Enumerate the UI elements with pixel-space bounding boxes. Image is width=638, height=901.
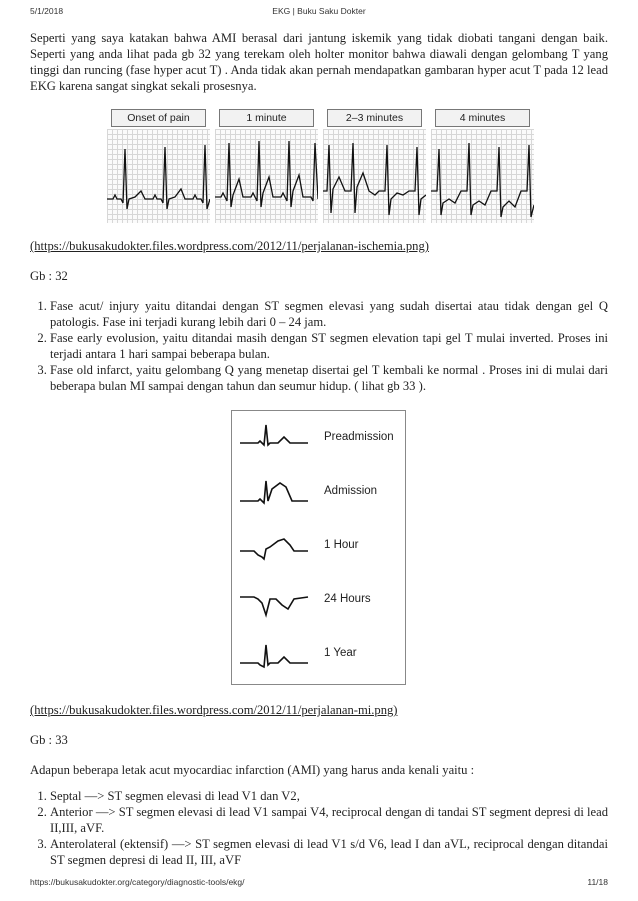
mi-evolution-figure	[231, 410, 406, 685]
footer-url: https://bukusakudokter.org/category/diagnostic-tools/ekg/	[30, 877, 245, 887]
ecg-panel-2-3min	[323, 107, 426, 225]
print-date: 5/1/2018	[30, 6, 64, 16]
ecg-trace	[431, 129, 534, 223]
list-item: 3. Fase old infarct, yaitu gelombang Q yang menetap disertai gel T kembali ke normal . Proses ini di mulai dari beberapa bulan MI sampai dengan tahun dan seumur hidup. ( lihat gb 33 ).	[50, 362, 608, 394]
list-item: 1. Fase acut/ injury yaitu ditandai dengan ST segmen elevasi yang sudah disertai atau tidak dengan gel Q patologis. Fase ini terjadi kurang lebih dari 0 – 24 jam.	[50, 298, 608, 330]
panel-label: 2–3 minutes	[327, 109, 422, 127]
locations-list	[30, 788, 608, 868]
row-label: Admission	[324, 485, 378, 497]
ecg-complex	[238, 581, 318, 621]
ecg-panel-onset	[107, 107, 210, 225]
figure2-caption-block	[30, 732, 608, 748]
ecg-complex	[238, 473, 318, 513]
figure2-link[interactable]: (https://bukusakudokter.files.wordpress.com/2012/11/perjalanan-mi.png)	[30, 703, 398, 717]
figure2-caption: Gb : 33	[30, 733, 68, 747]
figure1-caption-block	[30, 268, 608, 284]
panel-label: 4 minutes	[435, 109, 530, 127]
row-label: Preadmission	[324, 431, 394, 443]
list-item: 3. Anterolateral (ektensif) —> ST segmen elevasi di lead V1 s/d V6, lead I dan aVL, reciprocal dengan ditandai ST segmen depresi di lead II, III, aVF	[50, 836, 608, 868]
row-label: 1 Hour	[324, 539, 359, 551]
page-title: EKG | Buku Saku Dokter	[272, 6, 366, 16]
ecg-trace	[323, 129, 426, 223]
page-number: 11/18	[587, 877, 608, 887]
figure1-caption: Gb : 32	[30, 269, 68, 283]
intro-text	[30, 30, 608, 94]
evolution-row-preadmission	[232, 419, 405, 459]
page-footer	[0, 877, 638, 891]
locations-intro-block	[30, 762, 608, 778]
page-header	[0, 6, 638, 20]
ecg-complex	[238, 527, 318, 567]
figure2-source	[30, 702, 608, 718]
locations-intro: Adapun beberapa letak acut myocardiac infarction (AMI) yang harus anda kenali yaitu :	[30, 763, 475, 777]
list-item: 1. Septal —> ST segmen elevasi di lead V1 dan V2,	[50, 788, 608, 804]
list-item: 2. Fase early evolusion, yaitu ditandai masih dengan ST segmen elevation tapi gel T mulai inverted. Proses ini terjadi antara 1 hari sampai beberapa bulan.	[50, 330, 608, 362]
evolution-row-admission	[232, 473, 405, 513]
panel-label: 1 minute	[219, 109, 314, 127]
figure1-link[interactable]: (https://bukusakudokter.files.wordpress.com/2012/11/perjalanan-ischemia.png)	[30, 239, 429, 253]
ecg-panel-4min	[431, 107, 534, 225]
intro-paragraph: Seperti yang saya katakan bahwa AMI berasal dari jantung iskemik yang tidak diobati tangani dengan baik. Seperti yang anda lihat pada gb 32 yang terekam oleh holter monitor bahwa diawali dengan gelombang T yang tinggi dan runcing (fase hyper acut T) . Anda tidak akan pernah mendapatkan gambaran hyper acut T pada 12 lead EKG karena sangat singkat sekali prosesnya.	[30, 31, 608, 93]
row-label: 24 Hours	[324, 593, 371, 605]
row-label: 1 Year	[324, 647, 357, 659]
phases-list	[30, 298, 608, 394]
evolution-row-24hours	[232, 581, 405, 621]
ecg-panel-1min	[215, 107, 318, 225]
ischemia-ecg-figure	[107, 107, 533, 225]
ecg-trace	[107, 129, 210, 223]
ecg-complex	[238, 419, 318, 459]
ecg-complex	[238, 635, 318, 675]
figure1-source	[30, 238, 608, 254]
evolution-row-1year	[232, 635, 405, 675]
panel-label: Onset of pain	[111, 109, 206, 127]
locations-list-block	[30, 788, 608, 868]
ecg-trace	[215, 129, 318, 223]
evolution-row-1hour	[232, 527, 405, 567]
phases-list-block	[30, 298, 608, 394]
list-item: 2. Anterior —> ST segmen elevasi di lead V1 sampai V4, reciprocal dengan di tandai ST segment depresi di lead II,III, aVF.	[50, 804, 608, 836]
